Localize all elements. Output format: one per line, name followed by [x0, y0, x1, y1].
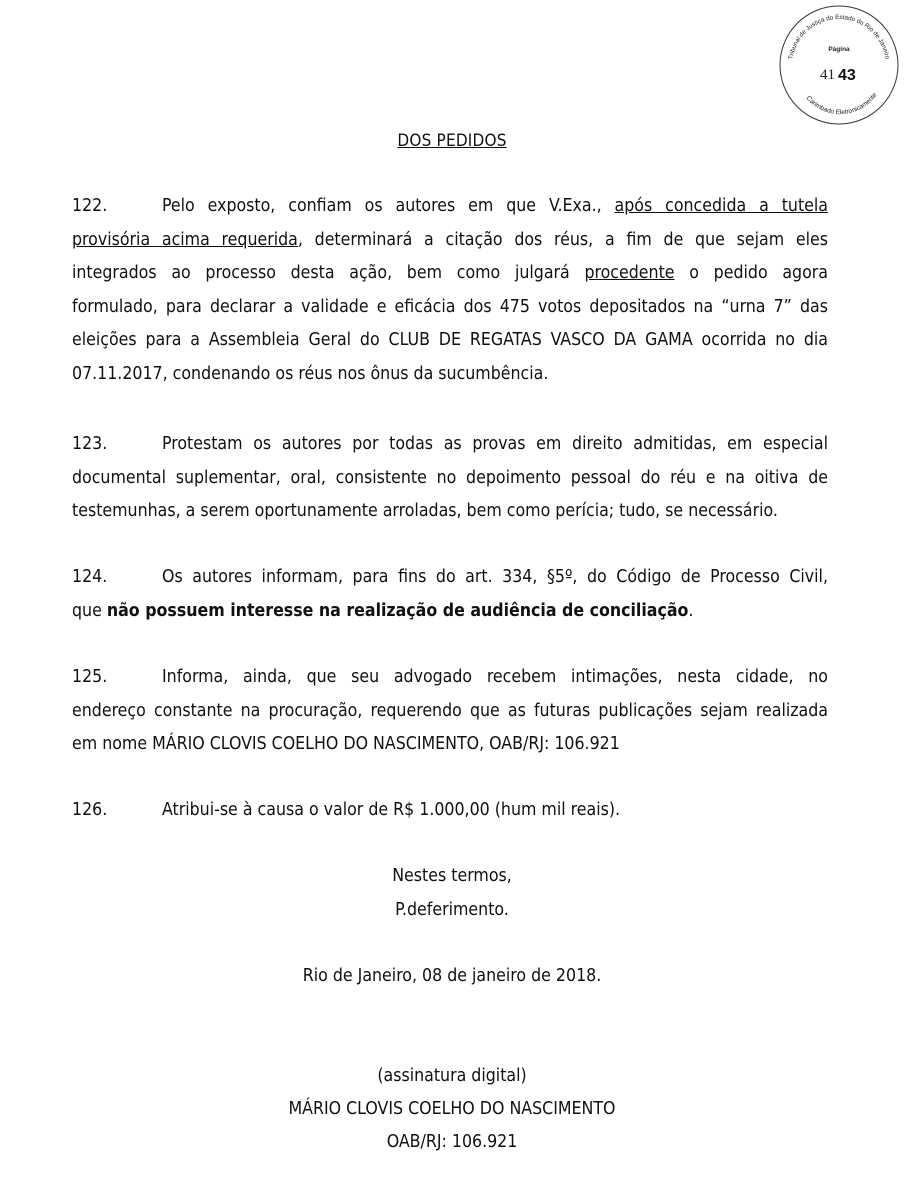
paragraph-line	[72, 462, 828, 496]
stamp-top-text: Tribunal de Justiça do Estado do Rio de Janeiro	[787, 13, 891, 60]
text-run: o pedido agora	[674, 263, 828, 283]
paragraph-line	[72, 224, 828, 258]
text-run: documental suplementar, oral, consistente no depoimento pessoal do réu e na oitiva de	[72, 467, 828, 488]
signature-note: (assinatura digital)	[377, 1066, 527, 1086]
paragraph-line	[72, 695, 828, 729]
text-run: 07.11.2017, condenando os réus nos ônus da sucumbência.	[72, 363, 549, 384]
text-run: integrados ao processo desta ação, bem como julgará	[72, 263, 585, 283]
text-run: que	[72, 600, 107, 621]
text-run: em nome MÁRIO CLOVIS COELHO DO NASCIMENTO, OAB/RJ: 106.921	[72, 734, 620, 754]
text-run: testemunhas, a serem oportunamente arroladas, bem como perícia; tudo, se necessário.	[72, 501, 778, 521]
paragraph-123	[72, 428, 828, 529]
paragraph-number: 125.	[72, 667, 108, 687]
paragraph-124	[72, 561, 828, 628]
signer-oab: OAB/RJ: 106.921	[386, 1132, 518, 1152]
section-title: DOS PEDIDOS	[397, 131, 507, 151]
paragraph-line	[72, 324, 828, 358]
underlined-text: provisória acima requerida	[72, 229, 298, 250]
stamp-original-page: 41	[820, 67, 835, 83]
place-date: Rio de Janeiro, 08 de janeiro de 2018.	[302, 966, 602, 986]
text-run: formulado, para declarar a validade e eficácia dos 475 votos depositados na “urna 7” das	[72, 296, 828, 317]
stamp-circle	[778, 4, 900, 126]
paragraph-line	[72, 257, 828, 291]
paragraph-line	[72, 561, 828, 595]
paragraph-126	[72, 794, 828, 828]
stamp-page-number: 43	[838, 67, 856, 84]
signer-name: MÁRIO CLOVIS COELHO DO NASCIMENTO	[288, 1099, 616, 1119]
paragraph-line	[72, 428, 828, 462]
paragraph-line	[72, 358, 828, 392]
text-run: Pelo exposto, confiam os autores em que V.Exa.,	[162, 196, 615, 216]
paragraph-number: 126.	[72, 800, 108, 820]
stamp-page-label: Página	[828, 46, 850, 53]
paragraph-122	[72, 190, 828, 391]
paragraph-number: 123.	[72, 434, 108, 454]
bold-text: não possuem interesse na realização de audiência de conciliação	[106, 600, 689, 621]
paragraph-line	[72, 291, 828, 325]
paragraph-line	[72, 661, 828, 695]
paragraph-125	[72, 661, 828, 762]
text-run: Informa, ainda, que seu advogado recebem intimações, nesta cidade, no	[162, 667, 828, 687]
text-run: Atribui-se à causa o valor de R$ 1.000,00 (hum mil reais).	[162, 800, 621, 820]
text-run: .	[688, 600, 694, 621]
text-run: Os autores informam, para fins do art. 334, §5º, do Código de Processo Civil,	[162, 567, 828, 587]
paragraph-line	[72, 595, 828, 629]
stamp-bottom-text: Carimbado Eletronicamente	[804, 91, 879, 117]
text-run: eleições para a Assembleia Geral do CLUB DE REGATAS VASCO DA GAMA ocorrida no dia	[72, 330, 828, 350]
paragraph-line	[72, 794, 828, 828]
paragraph-number: 122.	[72, 196, 108, 216]
text-run: , determinará a citação dos réus, a fim de que sejam eles	[297, 229, 828, 250]
paragraph-line	[72, 190, 828, 224]
text-run: Protestam os autores por todas as provas em direito admitidas, em especial	[162, 434, 828, 454]
text-run: endereço constante na procuração, requerendo que as futuras publicações sejam realizada	[72, 700, 828, 721]
closing-line-2: P.deferimento.	[395, 900, 509, 920]
court-stamp	[778, 4, 900, 126]
underlined-text: após concedida a tutela	[614, 196, 828, 216]
closing-line-1: Nestes termos,	[392, 866, 512, 886]
paragraph-line	[72, 495, 828, 529]
paragraph-number: 124.	[72, 567, 108, 587]
paragraph-line	[72, 728, 828, 762]
underlined-text: procedente	[584, 263, 675, 283]
